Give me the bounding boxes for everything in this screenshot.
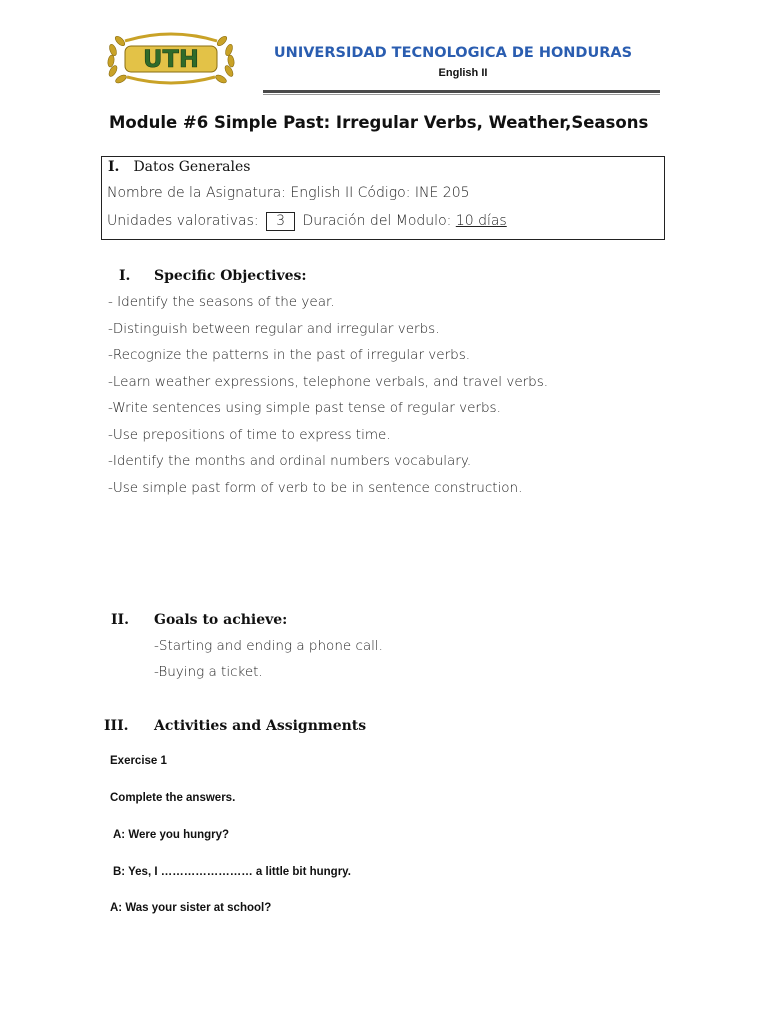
general-data-heading [108,159,250,175]
goal-item: -Buying a ticket. [154,664,263,680]
section-heading: Goals to achieve: [154,612,288,628]
exercise-instruction: Complete the answers. [110,792,236,804]
university-logo [103,29,239,89]
section-numeral: I. [108,159,120,175]
objective-item: -Recognize the patterns in the past of irregular verbs. [108,347,471,363]
units-line [107,212,507,231]
duration-value: 10 días [455,213,507,229]
university-name: UNIVERSIDAD TECNOLOGICA DE HONDURAS [273,45,633,61]
section-heading: Datos Generales [133,159,251,175]
objective-item: -Use simple past form of verb to be in sentence construction. [108,480,523,496]
logo-text: UTH [143,45,199,73]
objective-item: -Distinguish between regular and irregular verbs. [108,321,440,337]
subject-line: Nombre de la Asignatura: English II Código: INE 205 [107,185,470,201]
objective-item: -Learn weather expressions, telephone verbals, and travel verbs. [108,374,549,390]
objective-item: -Identify the months and ordinal numbers vocabulary. [108,453,472,469]
goal-item: -Starting and ending a phone call. [154,638,383,654]
objective-item: -Write sentences using simple past tense of regular verbs. [108,400,501,416]
course-name: English II [438,67,488,79]
section-numeral: II. [111,612,129,628]
duration-label: Duración del Modulo: [302,213,452,229]
header-rule-thin [263,94,660,95]
exercise-line: B: Yes, I …………………… a little bit hungry. [113,866,351,878]
exercise-line: A: Were you hungry? [113,829,230,841]
objective-item: - Identify the seasons of the year. [108,294,335,310]
units-label: Unidades valorativas: [107,213,259,229]
section-numeral: I. [119,268,131,284]
exercise-title: Exercise 1 [110,755,167,767]
module-title: Module #6 Simple Past: Irregular Verbs, Weather,Seasons [109,113,649,132]
section-heading: Specific Objectives: [154,268,307,284]
objective-item: -Use prepositions of time to express time. [108,427,391,443]
section-heading: Activities and Assignments [154,718,367,734]
exercise-line: A: Was your sister at school? [110,902,272,914]
section-numeral: III. [104,718,129,734]
units-value: 3 [266,212,295,231]
header-rule [263,90,660,93]
